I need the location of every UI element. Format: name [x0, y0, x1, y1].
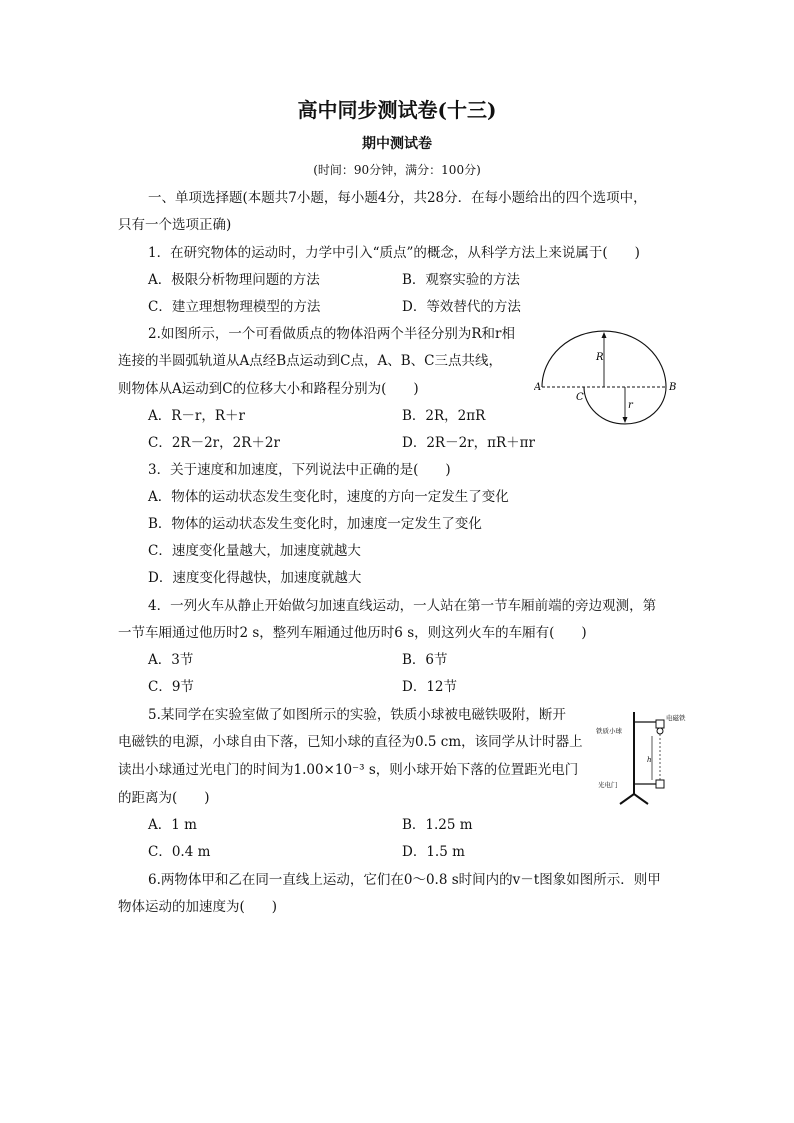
q2-arc-diagram [534, 330, 684, 426]
q2-stem-line3: 则物体从A运动到C的位移大小和路程分别为( ) [118, 381, 419, 397]
label-r: r [628, 400, 633, 411]
section-heading-line1: 一、单项选择题(本题共7小题，每小题4分，共28分．在每小题给出的四个选项中， [148, 190, 647, 206]
q5-option-d: D．1.5 m [402, 844, 465, 860]
label-R: R [596, 352, 604, 363]
electromagnet [656, 720, 664, 728]
label-B: B [669, 382, 677, 393]
q1-stem: 1．在研究物体的运动时，力学中引入“质点”的概念，从科学方法上来说属于( ) [148, 245, 640, 261]
section-heading-line2: 只有一个选项正确) [118, 217, 232, 233]
radius-r-arrow [623, 417, 628, 423]
q2-option-c: C．2R－2r，2R＋2r [148, 435, 280, 451]
q2-option-d: D．2R－2r，πR＋πr [402, 435, 535, 451]
q3-option-c: C．速度变化量越大，加速度就越大 [148, 543, 361, 559]
q4-option-d: D．12节 [402, 679, 458, 695]
radius-R-arrow [602, 332, 607, 338]
label-photogate: 光电门 [598, 781, 618, 789]
q1-option-c: C．建立理想物理模型的方法 [148, 299, 321, 315]
q5-stem-line1: 5.某同学在实验室做了如图所示的实验，铁质小球被电磁铁吸附，断开 [148, 707, 566, 723]
page-subtitle: 期中测试卷 [362, 136, 432, 152]
stand-base [620, 794, 648, 804]
q2-stem-line2: 连接的半圆弧轨道从A点经B点运动到C点，A、B、C三点共线， [118, 353, 502, 369]
time-info: (时间：90分钟，满分：100分) [313, 163, 481, 177]
q4-option-a: A．3节 [148, 652, 194, 668]
q3-stem: 3．关于速度和加速度，下列说法中正确的是( ) [148, 462, 451, 478]
photogate [656, 780, 664, 788]
q5-option-a: A．1 m [148, 817, 197, 833]
q5-stem-line3: 读出小球通过光电门的时间为1.00×10⁻³ s，则小球开始下落的位置距光电门 [118, 762, 579, 778]
label-A: A [534, 382, 542, 393]
q3-option-d: D．速度变化得越快，加速度就越大 [148, 570, 362, 586]
iron-ball [657, 728, 663, 734]
page-title: 高中同步测试卷(十三) [297, 98, 497, 122]
q6-stem-line2: 物体运动的加速度为( ) [118, 899, 278, 915]
q2-option-b: B．2R，2πR [402, 408, 486, 424]
q3-option-b: B．物体的运动状态发生变化时，加速度一定发生了变化 [148, 516, 482, 532]
label-h: h [647, 756, 652, 764]
q5-stem-line2: 电磁铁的电源，小球自由下落，已知小球的直径为0.5 cm，该同学从计时器上 [118, 734, 583, 750]
q3-option-a: A．物体的运动状态发生变化时，速度的方向一定发生了变化 [148, 489, 509, 505]
label-C: C [576, 392, 584, 403]
q5-apparatus-diagram [594, 708, 686, 808]
q2-option-a: A．R－r，R＋r [148, 408, 245, 424]
q4-option-c: C．9节 [148, 679, 194, 695]
q5-option-c: C．0.4 m [148, 844, 211, 860]
q6-stem-line1: 6.两物体甲和乙在同一直线上运动，它们在0～0.8 s时间内的v－t图象如图所示．则甲 [148, 872, 661, 888]
q1-option-b: B．观察实验的方法 [402, 272, 520, 288]
q4-stem-line1: 4．一列火车从静止开始做匀加速直线运动，一人站在第一节车厢前端的旁边观测，第 [148, 598, 657, 614]
q5-option-b: B．1.25 m [402, 817, 473, 833]
label-iron-ball: 铁质小球 [596, 727, 622, 735]
q1-option-d: D．等效替代的方法 [402, 299, 521, 315]
q2-stem-line1: 2.如图所示，一个可看做质点的物体沿两个半径分别为R和r相 [148, 326, 515, 342]
label-electromagnet: 电磁铁 [666, 714, 686, 722]
q4-stem-line2: 一节车厢通过他历时2 s，整列车厢通过他历时6 s，则这列火车的车厢有( ) [118, 625, 587, 641]
q1-option-a: A．极限分析物理问题的方法 [148, 272, 320, 288]
q5-stem-line4: 的距离为( ) [118, 790, 210, 806]
q4-option-b: B．6节 [402, 652, 448, 668]
